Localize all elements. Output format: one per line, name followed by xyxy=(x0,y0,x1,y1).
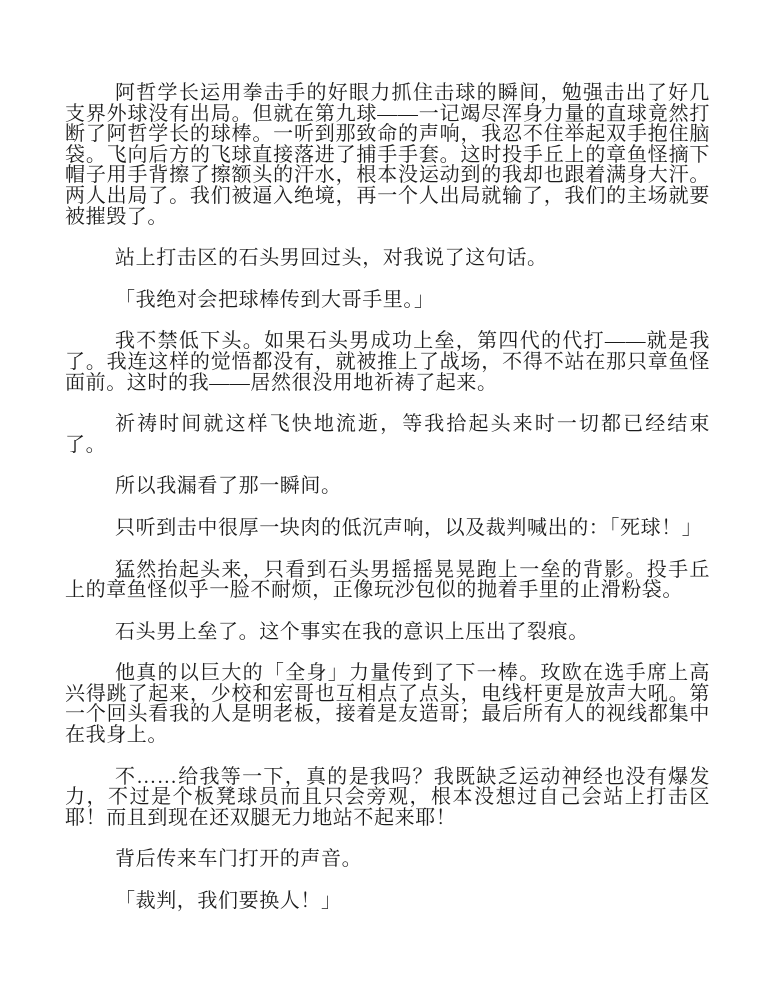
paragraph: 「我绝对会把球棒传到大哥手里。」 xyxy=(115,288,435,311)
paragraph: 石头男上垒了。这个事实在我的意识上压出了裂痕。 xyxy=(115,620,589,643)
paragraph: 「裁判，我们要换人！」 xyxy=(115,890,342,913)
paragraph: 猛然抬起头来，只看到石头男摇摇晃晃跑上一垒的背影。投手丘上的章鱼怪似乎一脸不耐烦，正像玩沙包似的抛着手里的止滑粉袋。 xyxy=(65,558,710,602)
paragraph: 不……给我等一下，真的是我吗？我既缺乏运动神经也没有爆发力，不过是个板凳球员而且只会旁观，根本没想过自己会站上打击区耶！而且到现在还双腿无力地站不起来耶！ xyxy=(65,765,710,829)
paragraph: 他真的以巨大的「全身」力量传到了下一棒。玫欧在选手席上高兴得跳了起来，少校和宏哥也互相点了点头，电线杆更是放声大吼。第一个回头看我的人是明老板，接着是友造哥；最后所有人的视线都集中在我身上。 xyxy=(65,662,710,747)
paragraph: 祈祷时间就这样飞快地流逝，等我拾起头来时一切都已经结束了。 xyxy=(65,413,710,456)
paragraph: 阿哲学长运用拳击手的好眼力抓住击球的瞬间，勉强击出了好几支界外球没有出局。但就在第九球——一记竭尽浑身力量的直球竟然打断了阿哲学长的球棒。一听到那致命的声响，我忍不住举起双手抱住脑袋。飞向后方的飞球直接落进了捕手手套。这时投手丘上的章鱼怪摘下帽子用手背擦了擦额头的汗水，根本没运动到的我却也跟着满身大汗。两人出局了。我们被逼入绝境，再一个人出局就输了，我们的主场就要被摧毁了。 xyxy=(65,82,710,228)
paragraph: 只听到击中很厚一块肉的低沉声响，以及裁判喊出的：「死球！」 xyxy=(115,516,703,539)
paragraph: 背后传来车门打开的声音。 xyxy=(115,848,363,871)
paragraph: 所以我漏看了那一瞬间。 xyxy=(115,475,342,498)
paragraph: 我不禁低下头。如果石头男成功上垒，第四代的代打——就是我了。我连这样的觉悟都没有，就被推上了战场，不得不站在那只章鱼怪面前。这时的我——居然很没用地祈祷了起来。 xyxy=(65,330,710,394)
paragraph: 站上打击区的石头男回过头，对我说了这句话。 xyxy=(115,247,548,270)
